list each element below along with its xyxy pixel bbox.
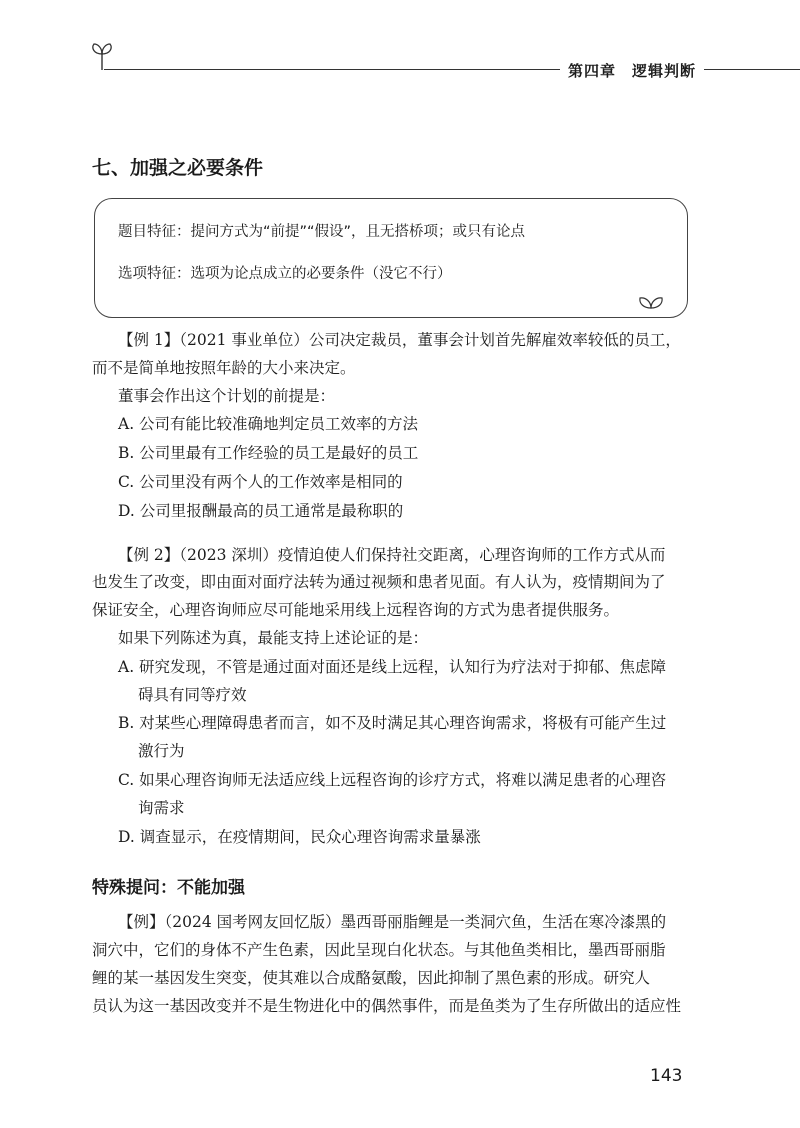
example2-option-c: C. 如果心理咨询师无法适应线上远程咨询的诊疗方式，将难以满足患者的心理咨	[118, 771, 667, 789]
leaf-decoration-icon	[636, 294, 666, 310]
example3-line1: 【例】（2024 国考网友回忆版）墨西哥丽脂鲤是一类洞穴鱼，生活在寒冷漆黑的	[118, 913, 667, 931]
example1-option-b: B. 公司里最有工作经验的员工是最好的员工	[118, 444, 419, 462]
example1-option-d: D. 公司里报酬最高的员工通常是最称职的	[118, 502, 404, 520]
example1-question: 董事会作出这个计划的前提是：	[118, 387, 336, 405]
section-title: 七、加强之必要条件	[92, 157, 264, 179]
feature-box	[94, 198, 688, 318]
example3-line2: 洞穴中，它们的身体不产生色素，因此呈现白化状态。与其他鱼类相比，墨西哥丽脂	[92, 941, 666, 959]
chapter-header: 第四章 逻辑判断	[560, 60, 704, 81]
example1-option-a: A. 公司有能比较准确地判定员工效率的方法	[118, 415, 419, 433]
example3-line3: 鲤的某一基因发生突变，使其难以合成酪氨酸，因此抑制了黑色素的形成。研究人	[92, 969, 651, 987]
example1-line2: 而不是简单地按照年龄的大小来决定。	[92, 359, 356, 377]
example1-line1: 【例 1】（2021 事业单位）公司决定裁员，董事会计划首先解雇效率较低的员工，	[118, 331, 681, 349]
example2-option-a: A. 研究发现，不管是通过面对面还是线上远程，认知行为疗法对于抑郁、焦虑障	[118, 658, 667, 676]
sprout-icon	[88, 40, 116, 72]
question-feature: 题目特征：提问方式为“前提”“假设”，且无搭桥项；或只有论点	[118, 224, 526, 240]
option-feature: 选项特征：选项为论点成立的必要条件（没它不行）	[118, 266, 452, 282]
example2-line1: 【例 2】（2023 深圳）疫情迫使人们保持社交距离，心理咨询师的工作方式从而	[118, 546, 666, 564]
example2-option-b-cont: 激行为	[138, 742, 185, 760]
example2-line3: 保证安全，心理咨询师应尽可能地采用线上远程咨询的方式为患者提供服务。	[92, 601, 620, 619]
example2-question: 如果下列陈述为真，最能支持上述论证的是：	[118, 629, 429, 647]
example2-option-b: B. 对某些心理障碍患者而言，如不及时满足其心理咨询需求，将极有可能产生过	[118, 714, 667, 732]
example3-line4: 员认为这一基因改变并不是生物进化中的偶然事件，而是鱼类为了生存所做出的适应性	[92, 997, 682, 1015]
page-number: 143	[650, 1066, 683, 1086]
example2-option-d: D. 调查显示，在疫情期间，民众心理咨询需求量暴涨	[118, 828, 481, 846]
special-question-title: 特殊提问：不能加强	[92, 878, 245, 898]
example1-option-c: C. 公司里没有两个人的工作效率是相同的	[118, 473, 403, 491]
example2-option-a-cont: 碍具有同等疗效	[138, 686, 247, 704]
example2-option-c-cont: 询需求	[138, 799, 185, 817]
example2-line2: 也发生了改变，即由面对面疗法转为通过视频和患者见面。有人认为，疫情期间为了	[92, 573, 666, 591]
